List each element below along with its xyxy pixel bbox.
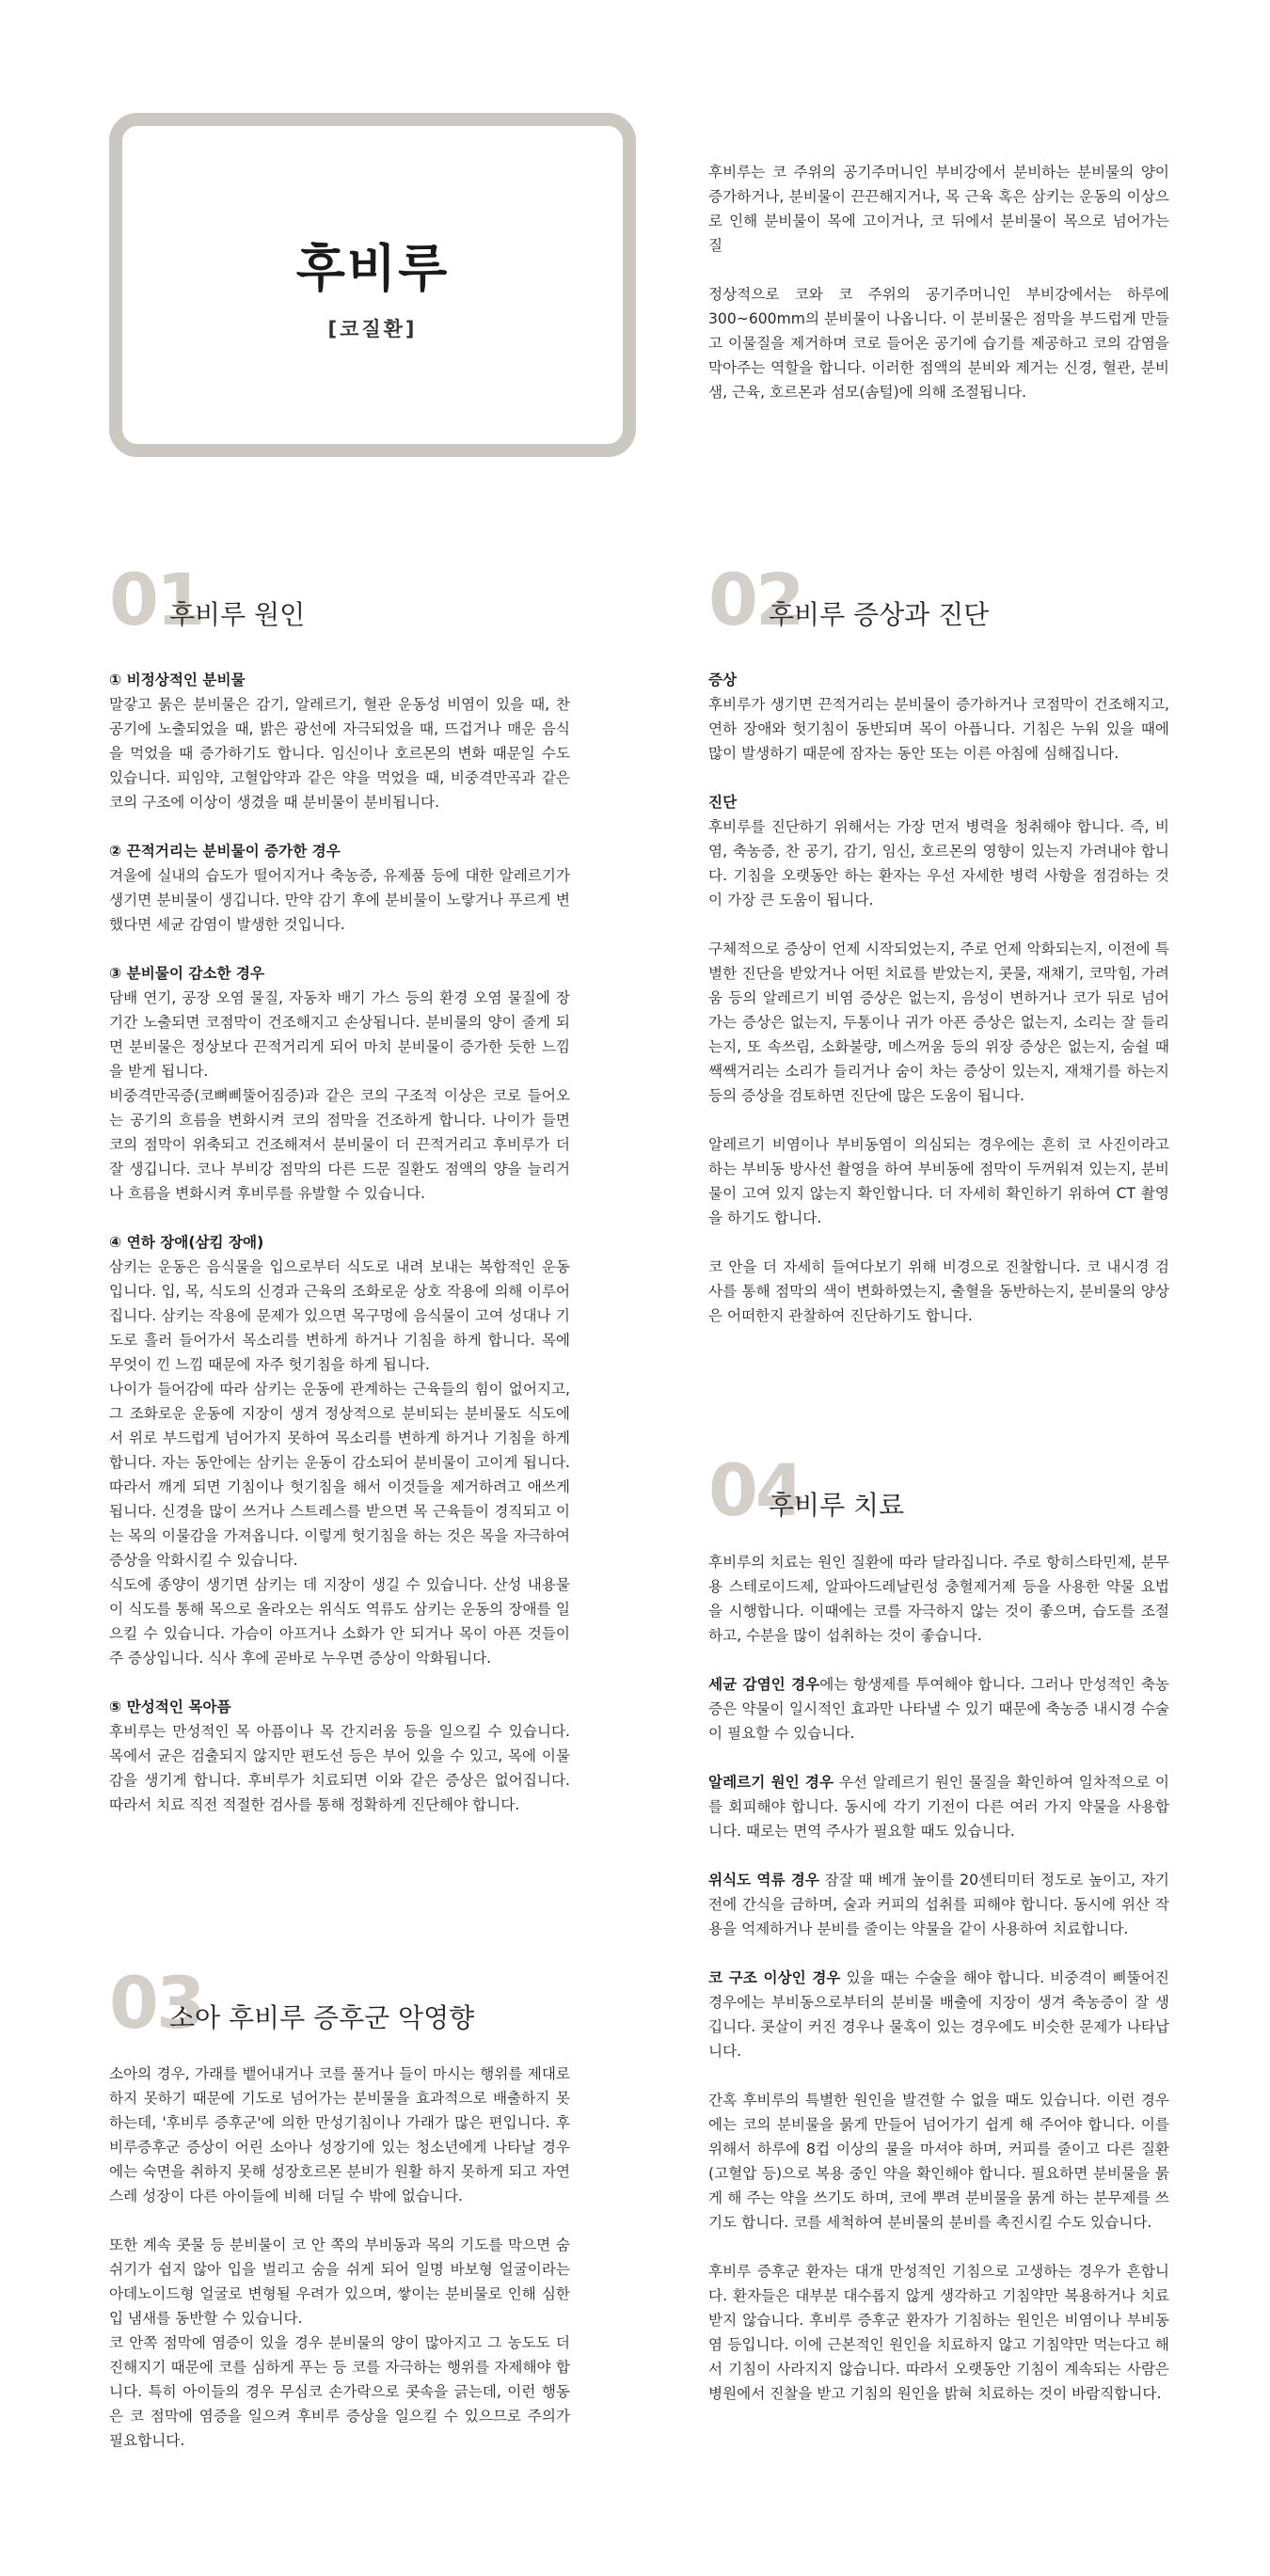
intro-paragraph: 후비루는 코 주위의 공기주머니인 부비강에서 분비하는 분비물의 양이 증가하거나, 분비물이 끈끈해지거나, 목 근육 혹은 삼키는 운동의 이상으로 인해 분비물이 목에 고이거나, 코 뒤에서 분비물이 목으로 넘어가는 질: [708, 164, 1169, 254]
section-01-body: [109, 668, 570, 1841]
treatment-item: [708, 1966, 1169, 2063]
treatment-body: 잠잘 때 베개 높이를 20센티미터 정도로 높이고, 자기 전에 간식을 금하며, 술과 커피의 섭취를 피해야 합니다. 동시에 위산 작용을 억제하거나 분비를 줄이는 약물을 같이 사용하여 치료합니다.: [708, 1872, 1169, 1937]
treatment-item: [708, 1770, 1169, 1843]
treatment-body: 있을 때는 수술을 해야 합니다. 비중격이 삐뚤어진 경우에는 부비동으로부터의 분비물 배출에 지장이 생겨 축농증이 잘 생깁니다. 콧살이 커진 경우나 물혹이 있는 경우에도 비슷한 문제가 나타납니다.: [708, 1969, 1169, 2060]
intro-paragraph: 정상적으로 코와 코 주위의 공기주머니인 부비강에서는 하루에 300~600mm의 분비물이 나옵니다. 이 분비물은 점막을 부드럽게 만들고 이물질을 제거하며 코로 들어온 공기에 습기를 제공하고 코의 감염을 막아주는 역할을 합니다. 이러한 점액의 분비와 제거는 신경, 혈관, 분비샘, 근육, 호르몬과 섬모(솜털)에 의해 조절됩니다.: [708, 286, 1169, 401]
symptom-heading: 증상: [708, 672, 738, 688]
cause-item: [109, 1695, 570, 1817]
section-number: 03: [109, 1961, 203, 2045]
treatment-paragraph: 간혹 후비루의 특별한 원인을 발견할 수 없을 때도 있습니다. 이런 경우에는 코의 분비물을 묽게 만들어 넘어가기 쉽게 해 주어야 합니다. 이를 위해서 하루에 8컵 이상의 물을 마셔야 하며, 커피를 줄이고 다른 질환(고혈압 등)으로 복용 중인 약을 확인해야 합니다. 필요하면 분비물을 묽게 해 주는 약을 쓰기도 하며, 코에 뿌려 분비물을 묽게 하는 분무제를 쓰기도 합니다. 코를 세척하여 분비물의 분비를 촉진시킬 수도 있습니다.: [708, 2092, 1170, 2231]
section-04-header: [708, 1448, 1235, 1532]
cause-body: 삼키는 운동은 음식물을 입으로부터 식도로 내려 보내는 복합적인 운동입니다. 입, 목, 식도의 신경과 근육의 조화로운 상호 작용에 의해 이루어집니다. 삼키는 작용에 문제가 있으면 목구멍에 음식물이 고여 성대나 기도로 흘러 들어가서 목소리를 변하게 하거나 기침을 하게 합니다. 목에 무엇이 낀 느낌 때문에 자주 헛기침을 하게 됩니다. 나이가 들어감에 따라 삼키는 운동에 관계하는 근육들의 힘이 없어지고, 그 조화로운 운동에 지장이 생겨 정상적으로 분비되는 분비물도 식도에서 위로 부드럽게 넘어가지 못하여 목소리를 변하게 하거나 기침을 하게 합니다. 자는 동안에는 삼키는 운동이 감소되어 분비물이 고이게 됩니다. 따라서 깨게 되면 기침이나 헛기침을 해서 이것들을 제거하려고 애쓰게 됩니다. 신경을 많이 쓰거나 스트레스를 받으면 목 근육들이 경직되고 이는 목의 이물감을 가져옵니다. 이렇게 헛기침을 하는 것은 목을 자극하여 증상을 악화시킬 수 있습니다. 식도에 종양이 생기면 삼키는 데 지장이 생길 수 있습니다. 산성 내용물이 식도를 통해 목으로 올라오는 위식도 역류도 삼키는 운동의 장애를 일으킬 수 있습니다. 가슴이 아프거나 소화가 안 되거나 목이 아픈 것들이 주 증상입니다. 식사 후에 곧바로 누우면 증상이 악화됩니다.: [109, 1258, 570, 1667]
treatment-lead: 코 구조 이상인 경우: [708, 1969, 841, 1986]
page-subtitle: [코질환]: [327, 317, 418, 340]
section-title: 후비루 원인: [169, 599, 306, 630]
page-title: 후비루: [295, 238, 450, 298]
section-01-header: [109, 558, 636, 641]
diagnosis-paragraph: 후비루를 진단하기 위해서는 가장 먼저 병력을 청취해야 합니다. 즉, 비염, 축농증, 찬 공기, 감기, 임신, 호르몬의 영향이 있는지 가려내야 합니다. 기침을 오랫동안 하는 환자는 우선 자세한 병력 사항을 점검하는 것이 가장 큰 도움이 됩니다.: [708, 818, 1169, 909]
treatment-lead: 알레르기 원인 경우: [708, 1774, 834, 1791]
treatment-body: 우선 알레르기 원인 물질을 확인하여 일차적으로 이를 회피해야 합니다. 동시에 각기 기전이 다른 여러 가지 약물을 사용합니다. 때로는 면역 주사가 필요할 때도 있습니다.: [708, 1774, 1169, 1840]
treatment-lead: 세균 감염인 경우: [708, 1676, 820, 1693]
treatment-paragraph: 후비루 증후군 환자는 대개 만성적인 기침으로 고생하는 경우가 흔합니다. 환자들은 대부분 대수롭지 않게 생각하고 기침약만 복용하거나 치료받지 않습니다. 후비루 증후군 환자가 기침하는 원인은 비염이나 부비동염 등입니다. 이에 근본적인 원인을 치료하지 않고 기침약만 먹는다고 해서 기침이 사라지지 않습니다. 따라서 오랫동안 기침이 계속되는 사람은 병원에서 진찰을 받고 기침의 원인을 밝혀 치료하는 것이 바람직합니다.: [708, 2263, 1169, 2402]
title-box: [109, 113, 636, 457]
section-03-body: [109, 2062, 570, 2477]
diagnosis-heading: 진단: [708, 794, 738, 811]
cause-heading: ⑤ 만성적인 목아픔: [109, 1699, 231, 1715]
children-paragraph: 또한 계속 콧물 등 분비물이 코 안 쪽의 부비동과 목의 기도를 막으면 숨쉬기가 쉽지 않아 입을 벌리고 숨을 쉬게 되어 일명 바보형 얼굴이라는 아데노이드형 얼굴로 변형될 우려가 있으며, 쌓이는 분비물로 인해 심한 입 냄새를 동반할 수 있습니다. 코 안쪽 점막에 염증이 있을 경우 분비물의 양이 많아지고 그 농도도 더 진해지기 때문에 코를 심하게 푸는 등 코를 자극하는 행위를 자제해야 합니다. 특히 아이들의 경우 무심코 손가락으로 콧속을 긁는데, 이런 행동은 코 점막에 염증을 일으켜 후비루 증상을 일으킬 수 있으므로 주의가 필요합니다.: [109, 2236, 570, 2449]
section-number: 01: [109, 558, 203, 641]
cause-body: 겨울에 실내의 습도가 떨어지거나 축농증, 유제품 등에 대한 알레르기가 생기면 분비물이 생깁니다. 만약 감기 후에 분비물이 노랗거나 푸르게 변했다면 세균 감염이 발생한 것입니다.: [109, 867, 570, 933]
cause-body: 말갛고 묽은 분비물은 감기, 알레르기, 혈관 운동성 비염이 있을 때, 찬 공기에 노출되었을 때, 밝은 광선에 자극되었을 때, 뜨겁거나 매운 음식을 먹었을 때 증가하기도 합니다. 임신이나 호르몬의 변화 때문일 수도 있습니다. 피임약, 고혈압약과 같은 약을 먹었을 때, 비중격만곡과 같은 코의 구조에 이상이 생겼을 때 분비물이 분비됩니다.: [109, 696, 570, 811]
treatment-body: 에는 항생제를 투여해야 합니다. 그러나 만성적인 축농증은 약물이 일시적인 효과만 나타낼 수 있기 때문에 축농증 내시경 수술이 필요할 수 있습니다.: [708, 1676, 1169, 1742]
section-title: 소아 후비루 증후군 악영향: [169, 2002, 475, 2033]
cause-heading: ② 끈적거리는 분비물이 증가한 경우: [109, 843, 341, 860]
section-04-body: [708, 1550, 1169, 2430]
section-03-header: [109, 1961, 636, 2045]
section-title: 후비루 치료: [769, 1490, 905, 1521]
cause-body: 담배 연기, 공장 오염 물질, 자동차 배기 가스 등의 환경 오염 물질에 장기간 노출되면 코점막이 건조해지고 손상됩니다. 분비물의 양이 줄게 되면 분비물은 정상보다 끈적거리게 되어 마치 분비물이 증가한 듯한 느낌을 받게 됩니다. 비중격만곡증(코뼈삐뚤어짐증)과 같은 코의 구조적 이상은 코로 들어오는 공기의 흐름을 변화시켜 코의 점막을 건조하게 합니다. 나이가 들면 코의 점막이 위축되고 건조해져서 분비물이 더 끈적거리고 후비루가 더 잘 생깁니다. 코나 부비강 점막의 다른 드문 질환도 점액의 양을 늘리거나 흐름을 변화시켜 후비루를 유발할 수 있습니다.: [109, 989, 570, 1202]
treatment-item: [708, 1672, 1169, 1746]
cause-item: [109, 1230, 570, 1670]
symptom-block: [708, 668, 1169, 766]
cause-heading: ④ 연하 장애(삼킴 장애): [109, 1234, 264, 1251]
diagnosis-paragraph: 구체적으로 증상이 언제 시작되었는지, 주로 언제 악화되는지, 이전에 특별한 진단을 받았거나 어떤 치료를 받았는지, 콧물, 재채기, 코막힘, 가려움 등의 알레르기 비염 증상은 없는지, 음성이 변하거나 코가 뒤로 넘어가는 증상은 없는지, 두통이나 귀가 아픈 증상은 없는지, 소리는 잘 들리는지, 또 속쓰림, 소화불량, 메스꺼움 등의 위장 증상은 없는지, 숨쉴 때 쌕쌕거리는 소리가 들리거나 숨이 차는 증상이 있는지, 재채기를 하는지 등의 증상을 검토하면 진단에 많은 도움이 됩니다.: [708, 940, 1169, 1104]
intro-text: [708, 160, 1169, 429]
cause-heading: ③ 분비물이 감소한 경우: [109, 965, 265, 982]
diagnosis-block: [708, 790, 1169, 912]
cause-item: [109, 668, 570, 814]
treatment-lead: 위식도 역류 경우: [708, 1872, 819, 1889]
treatment-item: [708, 1868, 1169, 1941]
symptom-body: 후비루가 생기면 끈적거리는 분비물이 증가하거나 코점막이 건조해지고, 연하 장애와 헛기침이 동반되며 목이 아픕니다. 기침은 누워 있을 때에 많이 발생하기 때문에 잠자는 동안 또는 이른 아침에 심해집니다.: [708, 696, 1169, 762]
section-number: 02: [708, 558, 802, 641]
cause-body: 후비루는 만성적인 목 아픔이나 목 간지러움 등을 일으킬 수 있습니다. 목에서 균은 검출되지 않지만 편도선 등은 부어 있을 수 있고, 목에 이물감을 생기게 합니다. 후비루가 치료되면 이와 같은 증상은 없어집니다. 따라서 치료 직전 적절한 검사를 통해 정확하게 진단해야 합니다.: [109, 1723, 570, 1813]
children-paragraph: 소아의 경우, 가래를 뱉어내거나 코를 풀거나 들이 마시는 행위를 제대로 하지 못하기 때문에 기도로 넘어가는 분비물을 효과적으로 배출하지 못하는데, '후비루 증후군'에 의한 만성기침이나 가래가 많은 편입니다. 후비루증후군 증상이 어린 소아나 성장기에 있는 청소년에게 나타날 경우에는 숙면을 취하지 못해 성장호르몬 분비가 원활 하지 못하게 되고 자연스레 성장이 다른 아이들에 비해 더딜 수 밖에 없습니다.: [109, 2065, 570, 2205]
cause-heading: ① 비정상적인 분비물: [109, 672, 246, 688]
diagnosis-paragraph: 알레르기 비염이나 부비동염이 의심되는 경우에는 흔히 코 사진이라고 하는 부비동 방사선 촬영을 하여 부비동에 점막이 두꺼워져 있는지, 분비물이 고여 있지 않는지 확인합니다. 더 자세히 확인하기 위하여 CT 촬영을 하기도 합니다.: [708, 1136, 1169, 1226]
cause-item: [109, 839, 570, 937]
cause-item: [109, 961, 570, 1206]
section-title: 후비루 증상과 진단: [769, 599, 990, 630]
treatment-intro: 후비루의 치료는 원인 질환에 따라 달라집니다. 주로 항히스타민제, 분무용 스테로이드제, 알파아드레날린성 충혈제거제 등을 사용한 약물 요법을 시행합니다. 이때에는 코를 자극하지 않는 것이 좋으며, 습도를 조절하고, 수분을 많이 섭취하는 것이 좋습니다.: [708, 1554, 1169, 1644]
section-02-body: [708, 668, 1169, 1352]
section-number: 04: [708, 1448, 802, 1532]
diagnosis-paragraph: 코 안을 더 자세히 들여다보기 위해 비경으로 진찰합니다. 코 내시경 검사를 통해 점막의 색이 변화하였는지, 출혈을 동반하는지, 분비물의 양상은 어떠한지 관찰하여 진단하기도 합니다.: [708, 1258, 1169, 1324]
section-02-header: [708, 558, 1235, 641]
